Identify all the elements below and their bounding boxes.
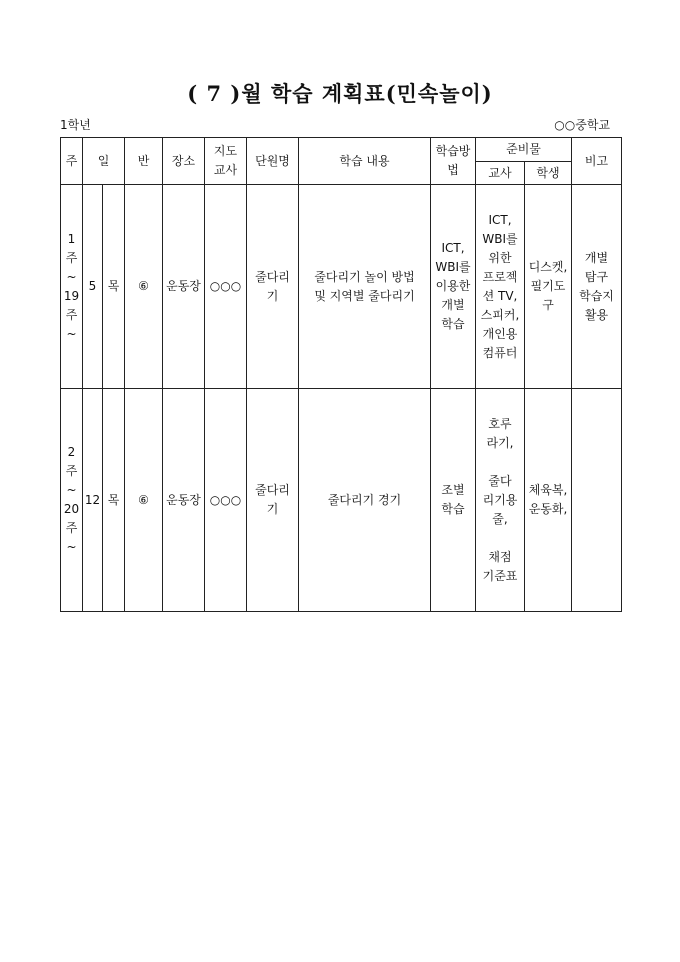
method-cell: ICT, WBI를 이용한 개별 학습 bbox=[431, 185, 476, 389]
header-note: 비고 bbox=[572, 138, 622, 185]
page-title: ( 7 )월 학습 계획표(민속놀이) bbox=[187, 81, 493, 106]
grade-label: 1학년 bbox=[60, 118, 91, 132]
header-method: 학습방 법 bbox=[431, 138, 476, 185]
week-cell: 2 주 ~ 20 주 ~ bbox=[61, 389, 83, 612]
school-name: ○○중학교 bbox=[554, 118, 610, 132]
place-cell: 운동장 bbox=[163, 185, 205, 389]
materials-teacher-cell: ICT, WBI를 위한 프로젝 션 TV, 스피커, 개인용 컴퓨터 bbox=[476, 185, 525, 389]
header-materials-student: 학생 bbox=[525, 162, 572, 185]
table-row bbox=[61, 389, 622, 612]
week-cell: 1 주 ~ 19 주 ~ bbox=[61, 185, 83, 389]
class-cell: ⑥ bbox=[125, 185, 163, 389]
header-class: 반 bbox=[125, 138, 163, 185]
unit-cell: 줄다리 기 bbox=[247, 185, 299, 389]
materials-teacher-cell: 호루 라기, 줄다 리기용 줄, 채점 기준표 bbox=[476, 389, 525, 612]
note-cell bbox=[572, 389, 622, 612]
header-place: 장소 bbox=[163, 138, 205, 185]
content-cell: 줄다리기 경기 bbox=[299, 389, 431, 612]
header-day: 일 bbox=[83, 138, 125, 185]
class-cell: ⑥ bbox=[125, 389, 163, 612]
method-cell: 조별 학습 bbox=[431, 389, 476, 612]
header-materials-teacher: 교사 bbox=[476, 162, 525, 185]
header-unit: 단원명 bbox=[247, 138, 299, 185]
unit-cell: 줄다리 기 bbox=[247, 389, 299, 612]
header-materials: 준비물 bbox=[476, 138, 572, 162]
teacher-cell: ○○○ bbox=[205, 389, 247, 612]
table-row bbox=[61, 185, 622, 389]
header-week: 주 bbox=[61, 138, 83, 185]
header-content: 학습 내용 bbox=[299, 138, 431, 185]
date-cell: 5 bbox=[83, 185, 103, 389]
header-row bbox=[61, 138, 622, 162]
lesson-plan-table bbox=[60, 137, 622, 612]
note-cell: 개별 탐구 학습지 활용 bbox=[572, 185, 622, 389]
weekday-cell: 목 bbox=[103, 185, 125, 389]
date-cell: 12 bbox=[83, 389, 103, 612]
teacher-cell: ○○○ bbox=[205, 185, 247, 389]
materials-student-cell: 체육복, 운동화, bbox=[525, 389, 572, 612]
materials-student-cell: 디스켓, 필기도 구 bbox=[525, 185, 572, 389]
place-cell: 운동장 bbox=[163, 389, 205, 612]
header-teacher: 지도 교사 bbox=[205, 138, 247, 185]
weekday-cell: 목 bbox=[103, 389, 125, 612]
content-cell: 줄다리기 놀이 방법 및 지역별 줄다리기 bbox=[299, 185, 431, 389]
